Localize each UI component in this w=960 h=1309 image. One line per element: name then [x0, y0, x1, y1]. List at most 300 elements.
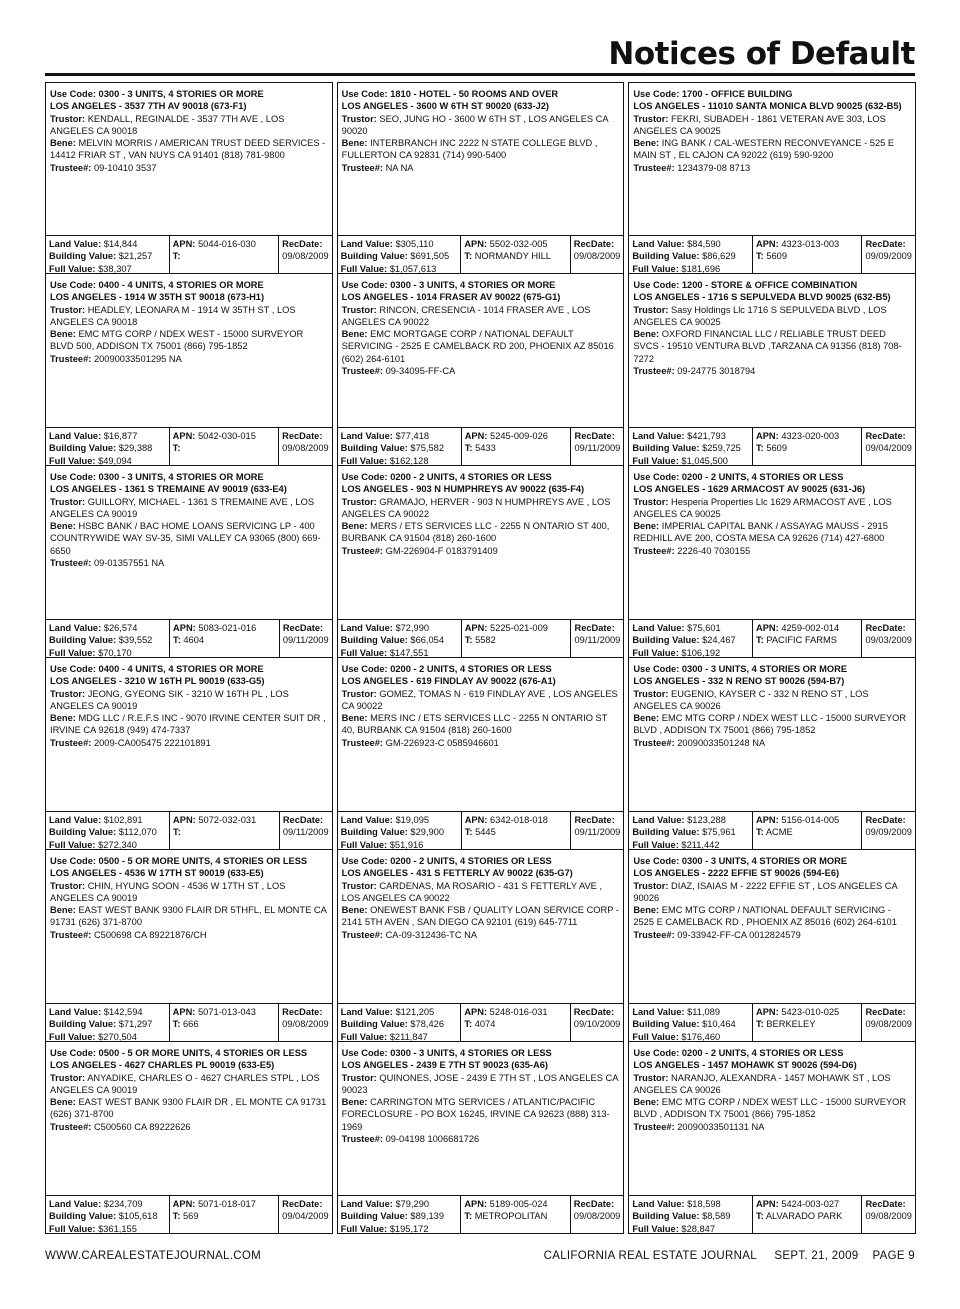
trustee-number [633, 929, 911, 941]
tract [756, 442, 858, 454]
notice-card [337, 658, 625, 850]
notice-body [46, 466, 332, 619]
trustee-number-label: Trustee#: [50, 162, 92, 173]
apn-column [461, 1004, 570, 1041]
beneficiary-value: EMC MTG CORP / NDEX WEST LLC - 15000 SURVEYOR BLVD , ADDISON TX 75001 (866) 795-1852 [633, 1097, 907, 1120]
tract [756, 634, 858, 646]
beneficiary [50, 520, 328, 557]
recdate-value: 09/08/2009 [282, 443, 329, 454]
recdate-column [862, 620, 915, 657]
tract-value: PACIFIC FARMS [766, 635, 837, 646]
trustor [633, 688, 911, 713]
land-value-label: Land Value: [340, 431, 393, 441]
full-value-value: $176,460 [681, 1031, 721, 1042]
land-value-label: Land Value: [49, 623, 102, 633]
beneficiary-label: Bene: [633, 713, 660, 724]
tract-value: 666 [183, 1019, 199, 1030]
values-column [338, 1004, 462, 1041]
values-column [629, 1004, 753, 1041]
tract-value: 5582 [475, 635, 496, 646]
recdate-column [279, 236, 332, 273]
full-value [341, 1031, 458, 1042]
apn [465, 430, 568, 442]
apn-label: APN: [172, 239, 196, 249]
apn [465, 622, 568, 634]
apn-label: APN: [756, 1199, 779, 1209]
tract-value: 5609 [766, 251, 788, 262]
full-value-value: $1,057,613 [389, 263, 437, 274]
land-value-value: $11,089 [687, 1007, 721, 1017]
trustor-label: Trustor: [50, 880, 86, 891]
beneficiary-value: MELVIN MORRIS / AMERICAN TRUST DEED SERVICES - 14412 FRIAR ST , VAN NUYS CA 91401 (818) 781-9800 [50, 138, 326, 161]
land-value-label: Land Value: [632, 431, 685, 441]
notice-values [338, 235, 624, 273]
beneficiary-label: Bene: [50, 329, 76, 340]
trustor-label: Trustor: [50, 496, 86, 507]
apn [756, 814, 858, 826]
recdate-label: RecDate: [282, 431, 323, 441]
notice-body [629, 1042, 915, 1195]
land-value-value: $19,095 [395, 815, 430, 825]
trustor [50, 496, 328, 521]
building-value-label: Building Value: [49, 1019, 117, 1030]
tract-value: ACME [765, 827, 793, 838]
trustor-value: Sasy Holdings Llc 1716 S SEPULVEDA BLVD , LOS ANGELES CA 90025 [633, 304, 887, 327]
notice-values [629, 619, 915, 657]
notice-body [46, 83, 332, 235]
land-value-value: $26,574 [103, 623, 138, 633]
recdate-value: 09/10/2009 [573, 1019, 621, 1030]
apn [756, 622, 858, 634]
full-value-value: $272,340 [98, 839, 137, 850]
building-value-value: $24,467 [702, 635, 736, 646]
beneficiary-value: MERS / ETS SERVICES LLC - 2255 N ONTARIO ST 400, BURBANK CA 91504 (818) 260-1600 [341, 521, 610, 544]
tract [173, 634, 276, 646]
notice-values [46, 811, 332, 849]
recdate-column [862, 1004, 915, 1041]
full-value-value: $181,696 [681, 263, 721, 274]
property-address: LOS ANGELES - 1914 W 35TH ST 90018 (673-H1) [50, 292, 265, 303]
full-value-value: $38,307 [98, 263, 132, 274]
tract-label: T: [464, 443, 473, 454]
use-code: Use Code: 0200 - 2 UNITS, 4 STORIES OR LESS [341, 472, 552, 482]
full-value-label: Full Value: [340, 1031, 388, 1042]
building-value-value: $112,070 [118, 827, 157, 838]
beneficiary [50, 712, 328, 737]
trustee-number [633, 737, 911, 749]
beneficiary-label: Bene: [50, 521, 76, 532]
tract-value: 4074 [474, 1019, 496, 1030]
trustee-number [50, 353, 328, 365]
land-value-value: $102,891 [103, 815, 143, 825]
full-value-value: $361,155 [98, 1223, 137, 1234]
notice-card [337, 82, 625, 274]
trustee-number [50, 929, 328, 941]
building-value-value: $39,552 [118, 635, 153, 646]
notice-card [337, 1042, 625, 1234]
recdate-value: 09/04/2009 [282, 1211, 329, 1222]
recdate-label: RecDate: [865, 623, 906, 633]
full-value [632, 839, 749, 850]
land-value [49, 430, 166, 442]
trustee-number-label: Trustee#: [341, 929, 383, 940]
building-value-label: Building Value: [340, 827, 408, 838]
notice-body [629, 83, 915, 235]
trustee-number-value: 09-04198 1006681726 [385, 1133, 480, 1144]
recdate-column [279, 1196, 332, 1233]
land-value-value: $305,110 [395, 239, 434, 249]
notice-values [46, 427, 332, 465]
values-column [338, 1196, 462, 1233]
apn-column [753, 1004, 862, 1041]
values-column [629, 812, 753, 849]
building-value-value: $259,725 [702, 443, 741, 454]
use-code: Use Code: 0300 - 3 UNITS, 4 STORIES OR MORE [50, 89, 264, 99]
land-value-label: Land Value: [632, 623, 685, 633]
building-value-label: Building Value: [632, 1019, 700, 1030]
notice-card [337, 274, 625, 466]
apn-label: APN: [172, 1007, 196, 1017]
recdate-value: 09/11/2009 [574, 443, 621, 454]
trustor [342, 1072, 620, 1097]
values-column [338, 428, 462, 465]
building-value-label: Building Value: [49, 251, 117, 262]
building-value-label: Building Value: [632, 635, 700, 646]
tract-value: METROPOLITAN [474, 1211, 548, 1222]
use-code: Use Code: 0200 - 2 UNITS, 4 STORIES OR LESS [633, 1048, 844, 1058]
tract [173, 250, 275, 262]
property-address: LOS ANGELES - 1014 FRASER AV 90022 (675-G1) [341, 292, 561, 303]
building-value [341, 826, 458, 838]
trustor-value: RINCON, CRESENCIA - 1014 FRASER AVE , LOS ANGELES CA 90022 [341, 304, 591, 327]
notice-card [628, 850, 916, 1042]
recdate-value: 09/09/2009 [865, 251, 912, 262]
beneficiary-value: CARRINGTON MTG SERVICES / ATLANTIC/PACIFIC FORECLOSURE - PO BOX 16245, IRVINE CA 92623 (888) 313-1969 [341, 1097, 610, 1132]
apn-value: 4259-002-014 [781, 623, 840, 633]
tract-label: T: [464, 1211, 473, 1222]
notice-body [338, 658, 624, 811]
trustor-label: Trustor: [633, 688, 669, 699]
full-value-label: Full Value: [340, 1223, 388, 1234]
tract-label: T: [464, 827, 473, 838]
trustor [342, 880, 620, 905]
notice-body [629, 658, 915, 811]
apn-column [170, 1196, 279, 1233]
trustor [633, 113, 911, 138]
notice-values [338, 1195, 624, 1233]
property-address: LOS ANGELES - 1361 S TREMAINE AV 90019 (633-E4) [50, 484, 287, 495]
building-value [49, 1210, 166, 1222]
tract-label: T: [172, 1019, 181, 1030]
trustee-number-value: 2009-CA005475 222101891 [93, 737, 211, 748]
full-value-label: Full Value: [340, 839, 388, 850]
trustee-number-label: Trustee#: [341, 162, 383, 173]
beneficiary-label: Bene: [50, 713, 76, 724]
recdate-column [862, 428, 915, 465]
trustee-number [50, 1121, 328, 1133]
notice-values [629, 427, 915, 465]
building-value-value: $66,054 [410, 635, 445, 646]
notice-values [629, 1195, 915, 1233]
building-value [632, 1210, 749, 1222]
values-column [46, 428, 170, 465]
page-title: Notices of Default [608, 36, 915, 72]
land-value [341, 1006, 458, 1018]
trustee-number-label: Trustee#: [50, 929, 92, 940]
land-value-label: Land Value: [340, 815, 393, 825]
apn-column [461, 236, 570, 273]
trustor-label: Trustor: [633, 496, 669, 507]
beneficiary [342, 1096, 620, 1133]
apn-column [462, 428, 572, 465]
beneficiary-value: EAST WEST BANK 9300 FLAIR DR 5THFL, EL MONTE CA 91731 (626) 371-8700 [50, 905, 327, 928]
property-address: LOS ANGELES - 2222 EFFIE ST 90026 (594-E6) [633, 868, 840, 879]
beneficiary-label: Bene: [341, 521, 368, 532]
property-address: LOS ANGELES - 332 N RENO ST 90026 (594-B7) [633, 676, 845, 687]
recdate-label: RecDate: [574, 623, 615, 633]
building-value [341, 250, 458, 262]
recdate-value: 09/03/2009 [865, 635, 912, 646]
full-value [341, 1223, 458, 1234]
beneficiary-value: IMPERIAL CAPITAL BANK / ASSAYAG MAUSS - 2915 REDHILL AVE 200, COSTA MESA CA 92626 (714) 427-6800 [633, 521, 888, 544]
full-value [49, 455, 166, 466]
tract [756, 826, 858, 838]
notice-card [337, 850, 625, 1042]
beneficiary-label: Bene: [341, 1097, 368, 1108]
building-value-value: $75,582 [410, 443, 445, 454]
trustor-value: GOMEZ, TOMAS N - 619 FINDLAY AVE , LOS ANGELES CA 90022 [341, 688, 618, 711]
apn-value: 5071-013-043 [198, 1007, 256, 1017]
trustor [50, 304, 328, 329]
full-value [49, 1223, 166, 1234]
use-code: Use Code: 0200 - 2 UNITS, 4 STORIES OR LESS [341, 664, 552, 674]
recdate-value: 09/08/2009 [573, 1211, 621, 1222]
values-column [629, 428, 753, 465]
land-value [49, 814, 166, 826]
full-value [632, 1223, 749, 1234]
apn-value: 5156-014-005 [781, 815, 840, 825]
land-value [49, 1006, 166, 1018]
notice-card [628, 82, 916, 274]
apn-label: APN: [464, 623, 488, 633]
use-code: Use Code: 0300 - 3 UNITS, 4 STORIES OR MORE [633, 856, 848, 866]
beneficiary-value: INTERBRANCH INC 2222 N STATE COLLEGE BLVD , FULLERTON CA 92831 (714) 990-5400 [341, 138, 598, 161]
footer-date: SEPT. 21, 2009 [774, 1250, 859, 1262]
building-value-label: Building Value: [340, 251, 408, 262]
tract-label: T: [173, 635, 181, 646]
recdate-label: RecDate: [573, 239, 615, 249]
building-value-label: Building Value: [340, 1019, 408, 1030]
building-value [49, 1018, 166, 1030]
property-address: LOS ANGELES - 3210 W 16TH PL 90019 (633-G5) [50, 676, 265, 687]
building-value-value: $29,388 [118, 443, 153, 454]
recdate-value: 09/08/2009 [282, 251, 329, 262]
apn-value: 5245-009-026 [490, 431, 548, 441]
land-value-label: Land Value: [340, 1007, 393, 1017]
notice-values [46, 619, 332, 657]
full-value-value: $270,504 [98, 1031, 137, 1042]
full-value-value: $1,045,500 [681, 455, 728, 466]
trustee-number-label: Trustee#: [50, 737, 92, 748]
notice-card [45, 82, 333, 274]
values-column [46, 1196, 170, 1233]
land-value-label: Land Value: [340, 623, 393, 633]
notices-grid [45, 82, 916, 1234]
values-column [338, 620, 462, 657]
tract-value: 569 [183, 1211, 199, 1222]
notice-body [46, 274, 332, 427]
full-value-label: Full Value: [632, 647, 679, 658]
land-value [341, 430, 458, 442]
tract-value: ALVARADO PARK [765, 1211, 843, 1222]
recdate-label: RecDate: [865, 431, 906, 441]
notice-body [46, 658, 332, 811]
trustor-value: JEONG, GYEONG SIK - 3210 W 16TH PL , LOS ANGELES CA 90019 [50, 688, 289, 711]
recdate-label: RecDate: [282, 1007, 323, 1017]
full-value-label: Full Value: [49, 839, 96, 850]
trustor-label: Trustor: [341, 113, 377, 124]
beneficiary [633, 1096, 911, 1121]
notice-values [46, 235, 332, 273]
values-column [46, 1004, 170, 1041]
property-address: LOS ANGELES - 3537 7TH AV 90018 (673-F1) [50, 101, 247, 112]
full-value-value: $49,094 [98, 455, 132, 466]
land-value-value: $77,418 [395, 431, 430, 441]
land-value-label: Land Value: [632, 239, 685, 249]
trustee-number [342, 929, 620, 941]
use-code: Use Code: 0300 - 3 UNITS, 4 STORIES OR MORE [341, 280, 556, 290]
property-address: LOS ANGELES - 1457 MOHAWK ST 90026 (594-D6) [633, 1060, 857, 1071]
tract-value: 5433 [475, 443, 496, 454]
tract [173, 1018, 275, 1030]
tract-value: 4604 [183, 635, 205, 646]
apn-value: 5044-016-030 [198, 239, 256, 249]
apn-column [170, 620, 280, 657]
values-column [46, 812, 170, 849]
trustor-value: Hesperia Properties Llc 1629 ARMACOST AVE , LOS ANGELES CA 90025 [633, 496, 892, 519]
values-column [338, 812, 462, 849]
trustor-value: SEO, JUNG HO - 3600 W 6TH ST , LOS ANGELES CA 90020 [341, 113, 609, 136]
building-value [49, 250, 166, 262]
property-address: LOS ANGELES - 1629 ARMACOST AV 90025 (631-J6) [633, 484, 866, 495]
tract-label: T: [464, 251, 473, 262]
property-address: LOS ANGELES - 2439 E 7TH ST 90023 (635-A6) [341, 1060, 548, 1071]
trustee-number-value: 09-33942-FF-CA 0012824579 [677, 929, 801, 940]
trustee-number-value: C500560 CA 89222626 [93, 1121, 191, 1132]
tract [756, 1018, 858, 1030]
beneficiary-label: Bene: [50, 138, 76, 149]
recdate-value: 09/08/2009 [865, 1019, 912, 1030]
building-value-label: Building Value: [49, 635, 117, 646]
tract-label: T: [756, 1019, 764, 1030]
full-value-label: Full Value: [49, 647, 96, 658]
full-value [632, 455, 749, 466]
recdate-label: RecDate: [574, 431, 615, 441]
building-value-label: Building Value: [632, 1211, 700, 1222]
apn-column [170, 428, 279, 465]
trustor [342, 113, 620, 138]
apn [756, 1198, 858, 1210]
trustee-number-label: Trustee#: [50, 557, 92, 568]
property-address: LOS ANGELES - 3600 W 6TH ST 90020 (633-J2) [341, 101, 550, 112]
recdate-value: 09/08/2009 [865, 1211, 912, 1222]
land-value-label: Land Value: [49, 1199, 102, 1209]
apn-column [753, 428, 862, 465]
apn-value: 4323-020-003 [781, 431, 840, 441]
tract [173, 826, 276, 838]
trustee-number-label: Trustee#: [633, 162, 675, 173]
trustee-number-value: NA NA [385, 162, 414, 173]
apn-label: APN: [756, 815, 779, 825]
use-code: Use Code: 0200 - 2 UNITS, 4 STORIES OR LESS [341, 856, 552, 866]
notice-body [629, 466, 915, 619]
full-value-label: Full Value: [632, 1223, 679, 1234]
trustor-value: CARDENAS, MA ROSARIO - 431 S FETTERLY AVE , LOS ANGELES CA 90022 [341, 880, 603, 903]
apn-value: 6342-018-018 [490, 815, 548, 825]
full-value-label: Full Value: [632, 263, 679, 274]
apn-value: 5042-030-015 [198, 431, 256, 441]
trustor-value: EUGENIO, KAYSER C - 332 N RENO ST , LOS ANGELES CA 90026 [633, 688, 869, 711]
apn [464, 238, 566, 250]
trustee-number [50, 557, 328, 569]
trustee-number [633, 365, 911, 377]
beneficiary [342, 712, 620, 737]
apn-column [170, 1004, 279, 1041]
trustor-value: ANYADIKE, CHARLES O - 4627 CHARLES STPL , LOS ANGELES CA 90019 [50, 1072, 320, 1095]
notice-body [338, 850, 624, 1003]
trustor [633, 304, 911, 329]
full-value-value: $147,551 [389, 647, 429, 658]
property-address: LOS ANGELES - 431 S FETTERLY AV 90022 (635-G7) [341, 868, 573, 879]
tract-label: T: [172, 443, 181, 454]
full-value-label: Full Value: [632, 839, 679, 850]
trustee-number-value: 2226-40 7030155 [677, 545, 751, 556]
land-value-value: $84,590 [687, 239, 721, 249]
trustee-number-label: Trustee#: [50, 353, 92, 364]
apn-value: 5072-032-031 [198, 815, 257, 825]
building-value-value: $691,505 [410, 251, 450, 262]
values-column [629, 1196, 753, 1233]
trustor-label: Trustor: [50, 113, 86, 124]
trustee-number-label: Trustee#: [633, 365, 675, 376]
apn-label: APN: [172, 1199, 196, 1209]
tract-label: T: [172, 1211, 181, 1222]
land-value [49, 238, 166, 250]
footer-info [544, 1250, 915, 1262]
land-value-label: Land Value: [632, 1199, 685, 1209]
use-code: Use Code: 0400 - 4 UNITS, 4 STORIES OR MORE [50, 664, 264, 674]
notice-values [338, 427, 624, 465]
trustor-value: NARANJO, ALEXANDRA - 1457 MOHAWK ST , LOS ANGELES CA 90026 [633, 1072, 891, 1095]
trustee-number [342, 365, 620, 377]
trustee-number [633, 162, 911, 174]
footer-website: WWW.CAREALESTATEJOURNAL.COM [45, 1250, 261, 1262]
trustor-label: Trustor: [50, 304, 86, 315]
apn-value: 5423-010-025 [781, 1007, 840, 1017]
property-address: LOS ANGELES - 11010 SANTA MONICA BLVD 90025 (632-B5) [633, 101, 902, 112]
use-code: Use Code: 1810 - HOTEL - 50 ROOMS AND OVER [341, 89, 559, 99]
building-value-label: Building Value: [340, 1211, 408, 1222]
apn-label: APN: [173, 623, 196, 633]
land-value [341, 622, 458, 634]
beneficiary [342, 328, 620, 365]
trustor-label: Trustor: [341, 688, 377, 699]
building-value-value: $29,900 [410, 827, 445, 838]
recdate-label: RecDate: [282, 239, 323, 249]
trustor-label: Trustor: [633, 304, 669, 315]
beneficiary [342, 520, 620, 545]
building-value-label: Building Value: [340, 443, 408, 454]
